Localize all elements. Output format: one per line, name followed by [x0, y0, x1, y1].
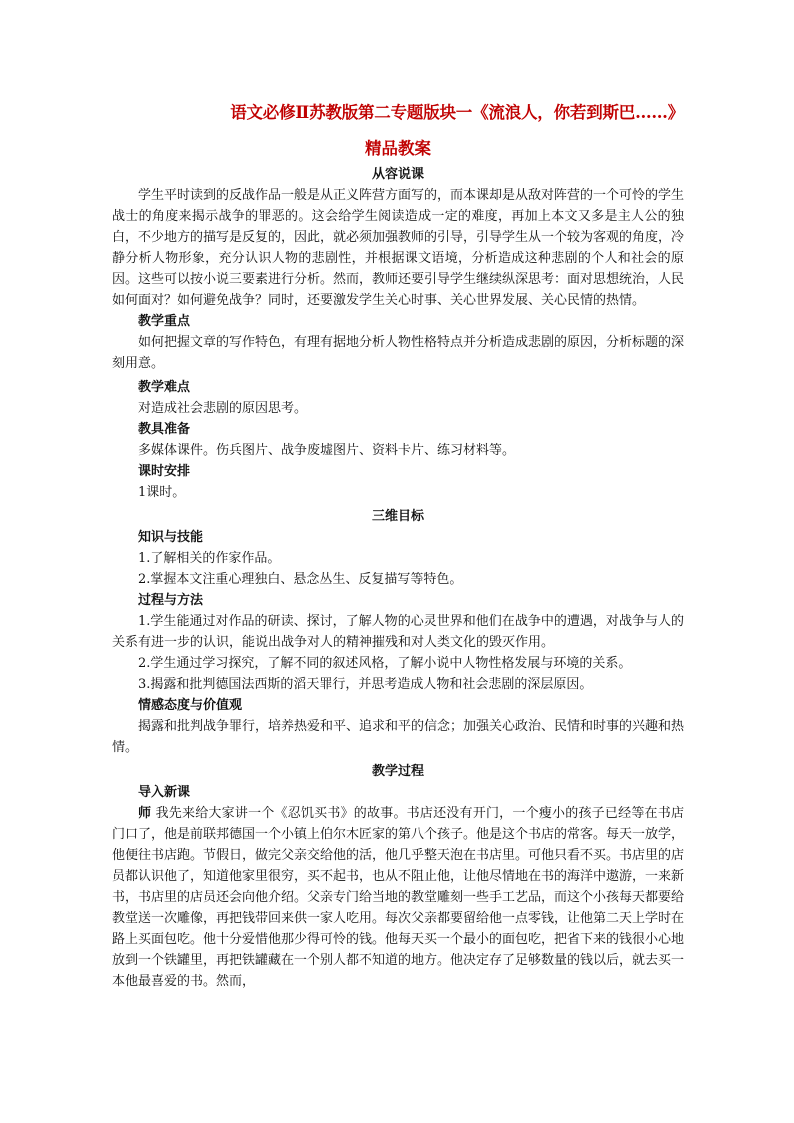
- list-item-zhishi-2: 2.掌握本文注重心理独白、悬念丛生、反复描写等特色。: [138, 572, 463, 587]
- speaker-label: 师: [138, 806, 152, 821]
- paragraph-daoru-text: 我先来给大家讲一个《忍饥买书》的故事。书店还没有开门，一个瘦小的孩子已经等在书店门口了，他是前联邦德国一个小镇上伯尔木匠家的第八个孩子。他是这个书店的常客。每天一放学，他便往书店跑。节假日，做完父亲交给他的活，他几乎整天泡在书店里。可他只看不买。书店里的店员都认识他了，知道他家里很穷，买不起书，也从不阻止他，让他尽情地在书的海洋中遨游，一来新书，书店里的店员还会向他介绍。父亲专门给当地的教堂雕刻一些手工艺品，而这个小孩每天都要给教堂送一次雕像，再把钱带回来供一家人吃用。每次父亲都要留给他一点零钱，让他第二天上学时在路上买面包吃。他十分爱惜他那少得可怜的钱。他每天买一个最小的面包吃，把省下来的钱很小心地放到一个铁罐里，再把铁罐藏在一个别人都不知道的地方。他决定存了足够数量的钱以后，就去买一本他最喜爱的书。然而，: [112, 806, 685, 989]
- subsection-heading-zhishi: 知识与技能: [138, 530, 204, 545]
- paragraph-keshi: 1课时。: [138, 485, 186, 500]
- subsection-heading-daoru: 导入新课: [138, 785, 191, 800]
- paragraph-qinggan: 揭露和批判战争罪行，培养热爱和平、追求和平的信念；加强关心政治、民情和时事的兴趣和热情。: [112, 719, 685, 755]
- section-heading-keshi: 课时安排: [138, 464, 191, 479]
- paragraph-zhongdian: 如何把握文章的写作特色，有理有据地分析人物性格特点并分析造成悲剧的原因，分析标题的深刻用意。: [112, 335, 685, 371]
- section-heading-sanwei: 三维目标: [371, 509, 424, 524]
- section-heading-nandian: 教学难点: [138, 380, 191, 395]
- paragraph-jiaoju: 多媒体课件。伤兵图片、战争废墟图片、资料卡片、练习材料等。: [138, 443, 516, 458]
- subsection-heading-guocheng: 过程与方法: [138, 593, 204, 608]
- section-heading-congrong: 从容说课: [371, 167, 424, 182]
- list-item-guocheng-1: 1.学生能通过对作品的研读、探讨，了解人物的心灵世界和他们在战争中的遭遇，对战争与人的关系有进一步的认识，能说出战争对人的精神摧残和对人类文化的毁灭作用。: [112, 614, 684, 650]
- document-page: [112, 100, 684, 992]
- paragraph-nandian: 对造成社会悲剧的原因思考。: [138, 401, 308, 416]
- document-title: 语文必修Ⅱ苏教版第二专题版块一《流浪人，你若到斯巴……》: [230, 103, 684, 122]
- subsection-heading-qinggan: 情感态度与价值观: [138, 698, 243, 713]
- section-heading-jiaoju: 教具准备: [138, 422, 191, 437]
- list-item-guocheng-2: 2.学生通过学习探究，了解不同的叙述风格，了解小说中人物性格发展与环境的关系。: [138, 656, 632, 671]
- section-heading-jiaoxue: 教学过程: [371, 764, 424, 779]
- list-item-guocheng-3: 3.揭露和批判德国法西斯的滔天罪行，并思考造成人物和社会悲剧的深层原因。: [138, 677, 593, 692]
- list-item-zhishi-1: 1.了解相关的作家作品。: [138, 551, 281, 566]
- paragraph-congrong: 学生平时读到的反战作品一般是从正义阵营方面写的，而本课却是从敌对阵营的一个可怜的学生战士的角度来揭示战争的罪恶的。这会给学生阅读造成一定的难度，再加上本文又多是主人公的独白，不少地方的描写是反复的，因此，就必须加强教师的引导，引导学生从一个较为客观的角度，冷静分析人物形象，充分认识人物的悲剧性，并根据课文语境，分析造成这种悲剧的个人和社会的原因。这些可以按小说三要素进行分析。然而，教师还要引导学生继续纵深思考：面对思想统治，人民如何面对？如何避免战争？同时，还要激发学生关心时事、关心世界发展、关心民情的热情。: [112, 188, 685, 308]
- document-subtitle: 精品教案: [365, 139, 431, 158]
- paragraph-daoru: [112, 803, 684, 992]
- section-heading-zhongdian: 教学重点: [138, 314, 191, 329]
